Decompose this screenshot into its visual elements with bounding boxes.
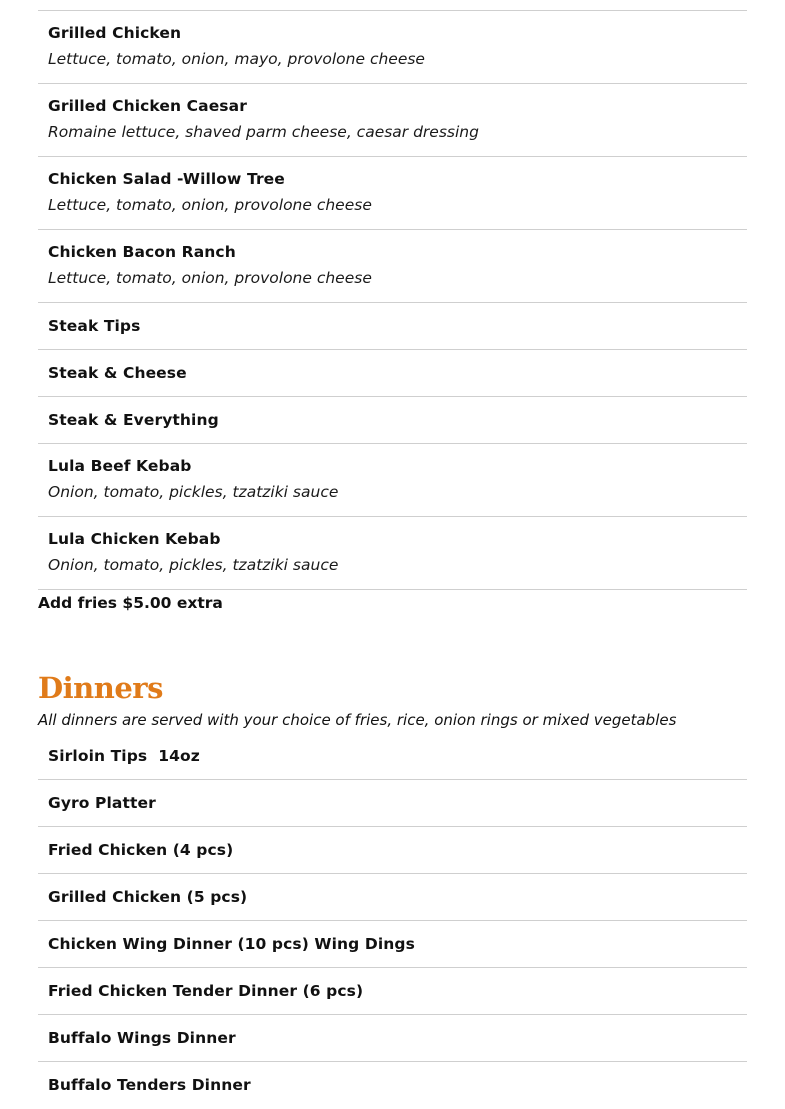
menu-item [38, 780, 747, 827]
item-name: Buffalo Tenders Dinner [48, 1076, 251, 1094]
menu-item [38, 84, 747, 157]
item-name: Grilled Chicken (5 pcs) [48, 888, 248, 906]
menu-item [38, 397, 747, 444]
menu-item [38, 733, 747, 780]
menu-item [38, 350, 747, 397]
item-name: Lula Chicken Kebab [48, 530, 221, 548]
menu-item [38, 303, 747, 350]
item-name: Fried Chicken Tender Dinner (6 pcs) [48, 982, 364, 1000]
top-divider [38, 0, 747, 11]
item-description: Romaine lettuce, shaved parm cheese, caesar dressing [48, 123, 479, 141]
item-name: Buffalo Wings Dinner [48, 1029, 236, 1047]
item-name: Grilled Chicken Caesar [48, 97, 247, 115]
item-name: Steak & Cheese [48, 364, 187, 382]
item-name: Grilled Chicken [48, 24, 182, 42]
item-description: Lettuce, tomato, onion, provolone cheese [48, 196, 372, 214]
menu-item [38, 517, 747, 590]
item-description: Onion, tomato, pickles, tzatziki sauce [48, 556, 339, 574]
item-description: Onion, tomato, pickles, tzatziki sauce [48, 483, 339, 501]
menu-item [38, 921, 747, 968]
item-name: Sirloin Tips 14oz [48, 747, 200, 765]
menu-item [38, 874, 747, 921]
menu-item [38, 230, 747, 303]
item-name: Lula Beef Kebab [48, 457, 192, 475]
item-description: Lettuce, tomato, onion, provolone cheese [48, 269, 372, 287]
item-name: Chicken Salad -Willow Tree [48, 170, 285, 188]
item-name: Gyro Platter [48, 794, 156, 812]
sandwich-section [38, 0, 747, 613]
item-name: Chicken Bacon Ranch [48, 243, 236, 261]
menu-item [38, 444, 747, 517]
menu-item [38, 11, 747, 84]
item-name: Chicken Wing Dinner (10 pcs) Wing Dings [48, 935, 415, 953]
section-title-dinners: Dinners [38, 671, 163, 705]
section-subtitle: All dinners are served with your choice of fries, rice, onion rings or mixed vegetables [38, 711, 677, 729]
sandwich-list [38, 11, 747, 590]
menu-item [38, 827, 747, 874]
fries-addon-note: Add fries $5.00 extra [38, 594, 223, 612]
item-name: Fried Chicken (4 pcs) [48, 841, 234, 859]
item-name: Steak Tips [48, 317, 141, 335]
item-name: Steak & Everything [48, 411, 219, 429]
menu-item [38, 968, 747, 1015]
menu-item [38, 1062, 747, 1109]
dinner-list [38, 733, 747, 1109]
item-description: Lettuce, tomato, onion, mayo, provolone cheese [48, 50, 425, 68]
menu-item [38, 1015, 747, 1062]
menu-item [38, 157, 747, 230]
